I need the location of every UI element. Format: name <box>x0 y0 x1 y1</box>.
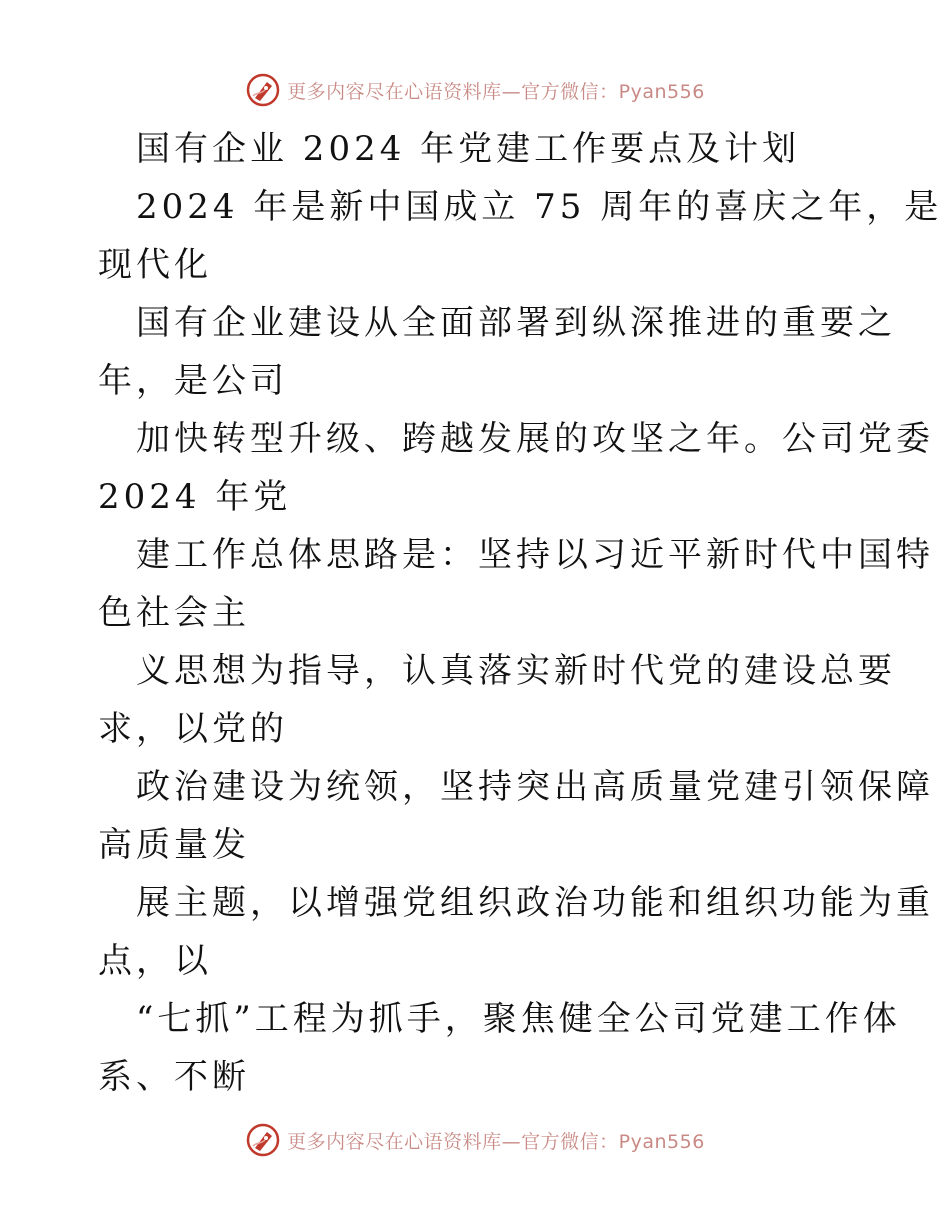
document-body <box>98 120 943 1106</box>
watermark-text: 更多内容尽在心语资料库—官方微信：Pyan556 <box>287 80 705 103</box>
text-line: 加快转型升级、跨越发展的攻坚之年。公司党委 <box>136 419 934 459</box>
text-line: 2024 年党 <box>98 477 292 517</box>
text-line: 展主题，以增强党组织政治功能和组织功能为重 <box>136 883 934 923</box>
document-title: 国有企业 2024 年党建工作要点及计划 <box>136 129 801 169</box>
text-line: 系、不断 <box>98 1057 250 1097</box>
text-line: 年，是公司 <box>98 361 288 401</box>
text-line: 点，以 <box>98 941 212 981</box>
watermark-text: 更多内容尽在心语资料库—官方微信：Pyan556 <box>287 1130 705 1153</box>
text-line: 色社会主 <box>98 593 250 633</box>
text-line: “七抓”工程为抓手，聚焦健全公司党建工作体 <box>136 999 901 1039</box>
text-line: 建工作总体思路是：坚持以习近平新时代中国特 <box>136 535 934 575</box>
text-line: 现代化 <box>98 245 212 285</box>
text-line: 求，以党的 <box>98 709 288 749</box>
header-watermark <box>0 70 950 110</box>
pen-nib-circle-icon <box>245 72 281 108</box>
text-line: 2024 年是新中国成立 75 周年的喜庆之年，是 <box>136 187 943 227</box>
text-line: 高质量发 <box>98 825 250 865</box>
text-line: 义思想为指导，认真落实新时代党的建设总要 <box>136 651 896 691</box>
pen-nib-circle-icon <box>245 1122 281 1158</box>
text-line: 国有企业建设从全面部署到纵深推进的重要之 <box>136 303 896 343</box>
footer-watermark <box>0 1120 950 1160</box>
text-line: 政治建设为统领，坚持突出高质量党建引领保障 <box>136 767 934 807</box>
